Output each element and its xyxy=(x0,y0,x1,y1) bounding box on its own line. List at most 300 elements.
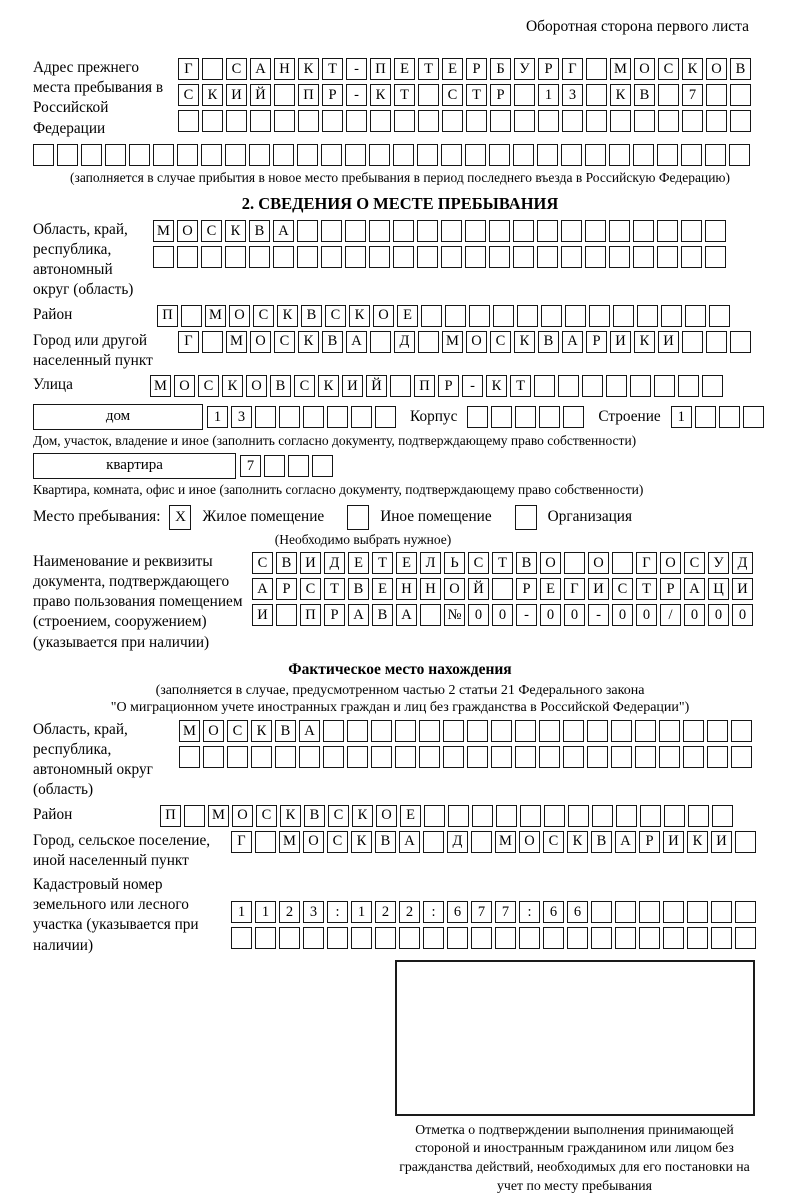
char-row xyxy=(179,720,752,742)
char-box: Г xyxy=(564,578,585,600)
char-box xyxy=(424,805,445,827)
char-box xyxy=(279,406,300,428)
char-box: П xyxy=(157,305,178,327)
char-box xyxy=(465,144,486,166)
char-box: 0 xyxy=(564,604,585,626)
char-box xyxy=(513,220,534,242)
char-box xyxy=(586,84,607,106)
char-box xyxy=(491,746,512,768)
char-box xyxy=(496,805,517,827)
char-box: А xyxy=(684,578,705,600)
char-box: 2 xyxy=(279,901,300,923)
house-caption: Дом, участок, владение и иное (заполнить согласно документу, подтверждающему право собственности) xyxy=(33,432,637,448)
char-box: Й xyxy=(250,84,271,106)
char-box xyxy=(558,375,579,397)
char-box: О xyxy=(519,831,540,853)
char-box xyxy=(417,246,438,268)
char-box xyxy=(685,305,706,327)
char-box: С xyxy=(294,375,315,397)
char-box: М xyxy=(610,58,631,80)
char-box: А xyxy=(299,720,320,742)
page-side-note: Оборотная сторона первого листа xyxy=(525,18,749,35)
char-box xyxy=(390,375,411,397)
char-box: / xyxy=(660,604,681,626)
char-box: Р xyxy=(516,578,537,600)
char-box: Р xyxy=(490,84,511,106)
char-row xyxy=(231,831,756,871)
char-box: М xyxy=(226,331,247,353)
char-box xyxy=(393,220,414,242)
char-box: М xyxy=(208,805,229,827)
char-box xyxy=(351,406,372,428)
char-box: О xyxy=(177,220,198,242)
char-box xyxy=(640,805,661,827)
char-box: О xyxy=(373,305,394,327)
char-box xyxy=(705,144,726,166)
char-box xyxy=(303,406,324,428)
char-box xyxy=(274,110,295,132)
char-box xyxy=(567,927,588,949)
char-box: В xyxy=(516,552,537,574)
char-box: К xyxy=(280,805,301,827)
char-box: Е xyxy=(396,552,417,574)
district-label: Район xyxy=(33,305,73,323)
char-box xyxy=(375,927,396,949)
char-box xyxy=(633,220,654,242)
actual-location-note-1: (заполняется в случае, предусмотренном частью 2 статьи 21 Федерального закона xyxy=(155,682,645,698)
korpus-cells xyxy=(467,406,584,428)
char-box xyxy=(347,720,368,742)
char-box xyxy=(231,927,252,949)
char-box xyxy=(515,406,536,428)
stay-option-residential xyxy=(160,505,324,530)
stay-type-label: Место пребывания: xyxy=(33,508,161,526)
char-box xyxy=(730,110,751,132)
char-box xyxy=(370,331,391,353)
char-box xyxy=(663,927,684,949)
region-group xyxy=(33,220,767,301)
char-box: Н xyxy=(274,58,295,80)
char-box xyxy=(279,927,300,949)
char-row xyxy=(150,375,723,397)
char-box xyxy=(539,746,560,768)
char-box xyxy=(537,220,558,242)
char-box: О xyxy=(540,552,561,574)
char-box: К xyxy=(567,831,588,853)
char-box: Р xyxy=(276,578,297,600)
char-box xyxy=(706,110,727,132)
char-box: Е xyxy=(400,805,421,827)
char-box xyxy=(466,110,487,132)
char-box xyxy=(323,720,344,742)
char-box: 3 xyxy=(231,406,252,428)
char-box: К xyxy=(682,58,703,80)
char-box xyxy=(465,246,486,268)
char-box: Л xyxy=(420,552,441,574)
char-box xyxy=(227,746,248,768)
char-box: К xyxy=(277,305,298,327)
char-box xyxy=(563,746,584,768)
char-box xyxy=(702,375,723,397)
char-box xyxy=(539,720,560,742)
char-box: К xyxy=(202,84,223,106)
char-box xyxy=(541,305,562,327)
char-row xyxy=(252,578,753,600)
char-box xyxy=(492,578,513,600)
char-box: В xyxy=(322,331,343,353)
char-box: : xyxy=(423,901,444,923)
char-box xyxy=(369,246,390,268)
title-document-label: Наименование и реквизиты документа, подтверждающего право пользования помещением (строением, сооружением) (указывается при наличии) xyxy=(33,552,243,651)
district-group xyxy=(33,305,767,327)
char-box: Й xyxy=(468,578,489,600)
prev-address-group xyxy=(33,58,767,139)
char-box: В xyxy=(276,552,297,574)
char-box xyxy=(179,746,200,768)
char-box xyxy=(421,305,442,327)
char-box xyxy=(495,927,516,949)
char-box xyxy=(635,746,656,768)
char-box xyxy=(489,246,510,268)
char-box: Т xyxy=(372,552,393,574)
char-box: М xyxy=(150,375,171,397)
char-box: Е xyxy=(540,578,561,600)
char-box xyxy=(729,144,750,166)
char-box: О xyxy=(444,578,465,600)
settlement-group xyxy=(33,831,767,871)
char-box: У xyxy=(708,552,729,574)
char-box xyxy=(683,720,704,742)
char-box: Г xyxy=(178,58,199,80)
char-box: : xyxy=(519,901,540,923)
char-box xyxy=(395,746,416,768)
char-box: В xyxy=(249,220,270,242)
char-box: К xyxy=(634,331,655,353)
char-box xyxy=(586,58,607,80)
char-box: 0 xyxy=(492,604,513,626)
char-box: А xyxy=(273,220,294,242)
char-box: 1 xyxy=(207,406,228,428)
char-box: 7 xyxy=(495,901,516,923)
char-box: К xyxy=(610,84,631,106)
char-box: С xyxy=(274,331,295,353)
char-box: В xyxy=(375,831,396,853)
char-box: Т xyxy=(510,375,531,397)
char-box xyxy=(471,831,492,853)
char-box xyxy=(203,746,224,768)
char-box xyxy=(543,927,564,949)
char-box xyxy=(544,805,565,827)
char-box: Р xyxy=(660,578,681,600)
char-box xyxy=(297,246,318,268)
char-row xyxy=(153,246,726,268)
char-box: О xyxy=(203,720,224,742)
char-box: С xyxy=(658,58,679,80)
char-box xyxy=(705,246,726,268)
char-box xyxy=(275,746,296,768)
char-box: Ц xyxy=(708,578,729,600)
char-box xyxy=(347,746,368,768)
char-box xyxy=(447,927,468,949)
char-row xyxy=(179,746,752,768)
actual-district-label: Район xyxy=(33,805,73,823)
char-box xyxy=(393,246,414,268)
char-box: - xyxy=(346,84,367,106)
char-box: 1 xyxy=(231,901,252,923)
char-box xyxy=(250,110,271,132)
char-box xyxy=(297,220,318,242)
apartment-line xyxy=(33,453,767,479)
char-box xyxy=(249,246,270,268)
char-box: О xyxy=(588,552,609,574)
char-box: 6 xyxy=(567,901,588,923)
char-box xyxy=(610,110,631,132)
char-box xyxy=(538,110,559,132)
char-box: Й xyxy=(366,375,387,397)
char-box: К xyxy=(222,375,243,397)
char-box: Т xyxy=(418,58,439,80)
char-box: С xyxy=(543,831,564,853)
street-label: Улица xyxy=(33,375,73,393)
char-box: 0 xyxy=(540,604,561,626)
char-box: Н xyxy=(420,578,441,600)
char-box xyxy=(370,110,391,132)
char-box xyxy=(743,406,764,428)
char-box xyxy=(273,144,294,166)
char-box: Б xyxy=(490,58,511,80)
actual-region-group xyxy=(33,720,767,801)
char-box: В xyxy=(372,604,393,626)
char-box xyxy=(129,144,150,166)
char-box xyxy=(312,455,333,477)
char-box: С xyxy=(328,805,349,827)
char-box: 1 xyxy=(538,84,559,106)
char-box: А xyxy=(396,604,417,626)
char-box: К xyxy=(318,375,339,397)
stay-note: (Необходимо выбрать нужное) xyxy=(274,531,452,547)
char-box: Р xyxy=(324,604,345,626)
char-box: Н xyxy=(396,578,417,600)
char-box: А xyxy=(250,58,271,80)
char-box: С xyxy=(253,305,274,327)
char-box: 0 xyxy=(708,604,729,626)
char-box: В xyxy=(301,305,322,327)
char-box xyxy=(563,406,584,428)
char-box: И xyxy=(226,84,247,106)
char-box xyxy=(345,246,366,268)
char-box: О xyxy=(376,805,397,827)
char-box xyxy=(327,927,348,949)
char-box: Ь xyxy=(444,552,465,574)
char-box xyxy=(469,305,490,327)
char-box xyxy=(633,144,654,166)
stroenie-cells xyxy=(671,406,764,428)
char-box xyxy=(491,720,512,742)
char-box: С xyxy=(325,305,346,327)
char-box xyxy=(418,110,439,132)
char-box xyxy=(274,84,295,106)
char-box xyxy=(81,144,102,166)
char-box: С xyxy=(252,552,273,574)
char-box xyxy=(711,901,732,923)
char-box: 0 xyxy=(684,604,705,626)
char-box: 0 xyxy=(636,604,657,626)
char-box: 7 xyxy=(471,901,492,923)
actual-region-label: Область, край, республика, автономный округ (область) xyxy=(33,720,153,799)
char-box xyxy=(681,220,702,242)
char-box: 2 xyxy=(399,901,420,923)
char-box xyxy=(321,220,342,242)
char-box: Е xyxy=(394,58,415,80)
char-box: О xyxy=(232,805,253,827)
char-box xyxy=(635,720,656,742)
char-box xyxy=(177,144,198,166)
char-box xyxy=(639,927,660,949)
char-box xyxy=(630,375,651,397)
char-box: Р xyxy=(538,58,559,80)
char-box xyxy=(419,746,440,768)
char-box: 7 xyxy=(240,455,261,477)
char-box xyxy=(226,110,247,132)
char-box xyxy=(491,406,512,428)
char-box xyxy=(273,246,294,268)
char-box: С xyxy=(198,375,219,397)
organization-label: Организация xyxy=(547,508,633,526)
char-box xyxy=(441,144,462,166)
char-box: : xyxy=(327,901,348,923)
char-box xyxy=(201,144,222,166)
stay-option-organization xyxy=(506,505,632,530)
apartment-box-label: квартира xyxy=(33,453,236,479)
char-box: С xyxy=(300,578,321,600)
char-box: А xyxy=(615,831,636,853)
char-box xyxy=(539,406,560,428)
char-box xyxy=(394,110,415,132)
char-box xyxy=(519,927,540,949)
stamp-caption: Отметка о подтверждении выполнения принимающей стороной и иностранным гражданином или лицом без гражданства действий, необходимых для его постановки на учет по месту пребывания xyxy=(399,1121,750,1193)
char-box xyxy=(371,720,392,742)
char-box: 1 xyxy=(255,901,276,923)
char-box: 0 xyxy=(612,604,633,626)
char-box xyxy=(609,246,630,268)
char-box: И xyxy=(663,831,684,853)
char-box xyxy=(612,552,633,574)
char-row xyxy=(178,331,751,371)
char-box xyxy=(297,144,318,166)
char-box xyxy=(255,406,276,428)
char-box: П xyxy=(160,805,181,827)
char-box: С xyxy=(490,331,511,353)
char-box xyxy=(585,246,606,268)
char-box xyxy=(321,246,342,268)
char-row xyxy=(252,552,753,574)
char-box: А xyxy=(346,331,367,353)
char-box: О xyxy=(660,552,681,574)
char-box xyxy=(712,805,733,827)
korpus-label: Корпус xyxy=(410,407,458,425)
char-box xyxy=(616,805,637,827)
char-box xyxy=(490,110,511,132)
char-box xyxy=(719,406,740,428)
char-box xyxy=(587,720,608,742)
char-box xyxy=(587,746,608,768)
char-box: М xyxy=(279,831,300,853)
city-group xyxy=(33,331,767,371)
char-box xyxy=(255,927,276,949)
char-box: Г xyxy=(562,58,583,80)
char-box xyxy=(393,144,414,166)
char-box: 3 xyxy=(562,84,583,106)
char-box: - xyxy=(346,58,367,80)
char-box: С xyxy=(227,720,248,742)
char-box: Т xyxy=(636,578,657,600)
char-box: Р xyxy=(586,331,607,353)
char-box xyxy=(513,246,534,268)
char-box xyxy=(251,746,272,768)
char-box xyxy=(735,927,756,949)
char-box xyxy=(443,746,464,768)
char-box xyxy=(420,604,441,626)
char-box: И xyxy=(610,331,631,353)
char-box xyxy=(709,305,730,327)
house-number-cells xyxy=(207,406,396,428)
char-box xyxy=(419,720,440,742)
char-box xyxy=(443,720,464,742)
char-box: Р xyxy=(322,84,343,106)
char-box xyxy=(634,110,655,132)
char-box xyxy=(321,144,342,166)
char-box xyxy=(471,927,492,949)
char-box xyxy=(288,455,309,477)
char-box xyxy=(465,220,486,242)
char-box: Г xyxy=(636,552,657,574)
char-box: 3 xyxy=(303,901,324,923)
char-box: О xyxy=(706,58,727,80)
char-box xyxy=(606,375,627,397)
char-box: К xyxy=(351,831,372,853)
char-box xyxy=(418,331,439,353)
char-box xyxy=(687,901,708,923)
title-document-group xyxy=(33,552,767,653)
char-box: И xyxy=(732,578,753,600)
char-box: О xyxy=(250,331,271,353)
char-box xyxy=(706,84,727,106)
char-box: В xyxy=(591,831,612,853)
char-box: М xyxy=(442,331,463,353)
char-box xyxy=(589,305,610,327)
char-box: В xyxy=(348,578,369,600)
char-box: К xyxy=(514,331,535,353)
char-box xyxy=(369,144,390,166)
char-box: В xyxy=(730,58,751,80)
char-box: О xyxy=(303,831,324,853)
char-box: Е xyxy=(397,305,418,327)
char-box: П xyxy=(300,604,321,626)
char-box xyxy=(298,110,319,132)
char-box xyxy=(731,746,752,768)
char-box: В xyxy=(538,331,559,353)
char-box: 6 xyxy=(543,901,564,923)
char-row xyxy=(178,84,751,106)
char-row xyxy=(231,927,756,949)
char-box xyxy=(561,144,582,166)
char-box: Е xyxy=(372,578,393,600)
apartment-cells xyxy=(240,455,333,477)
char-row xyxy=(178,58,751,80)
char-box: Д xyxy=(394,331,415,353)
char-box: К xyxy=(486,375,507,397)
char-box: К xyxy=(349,305,370,327)
